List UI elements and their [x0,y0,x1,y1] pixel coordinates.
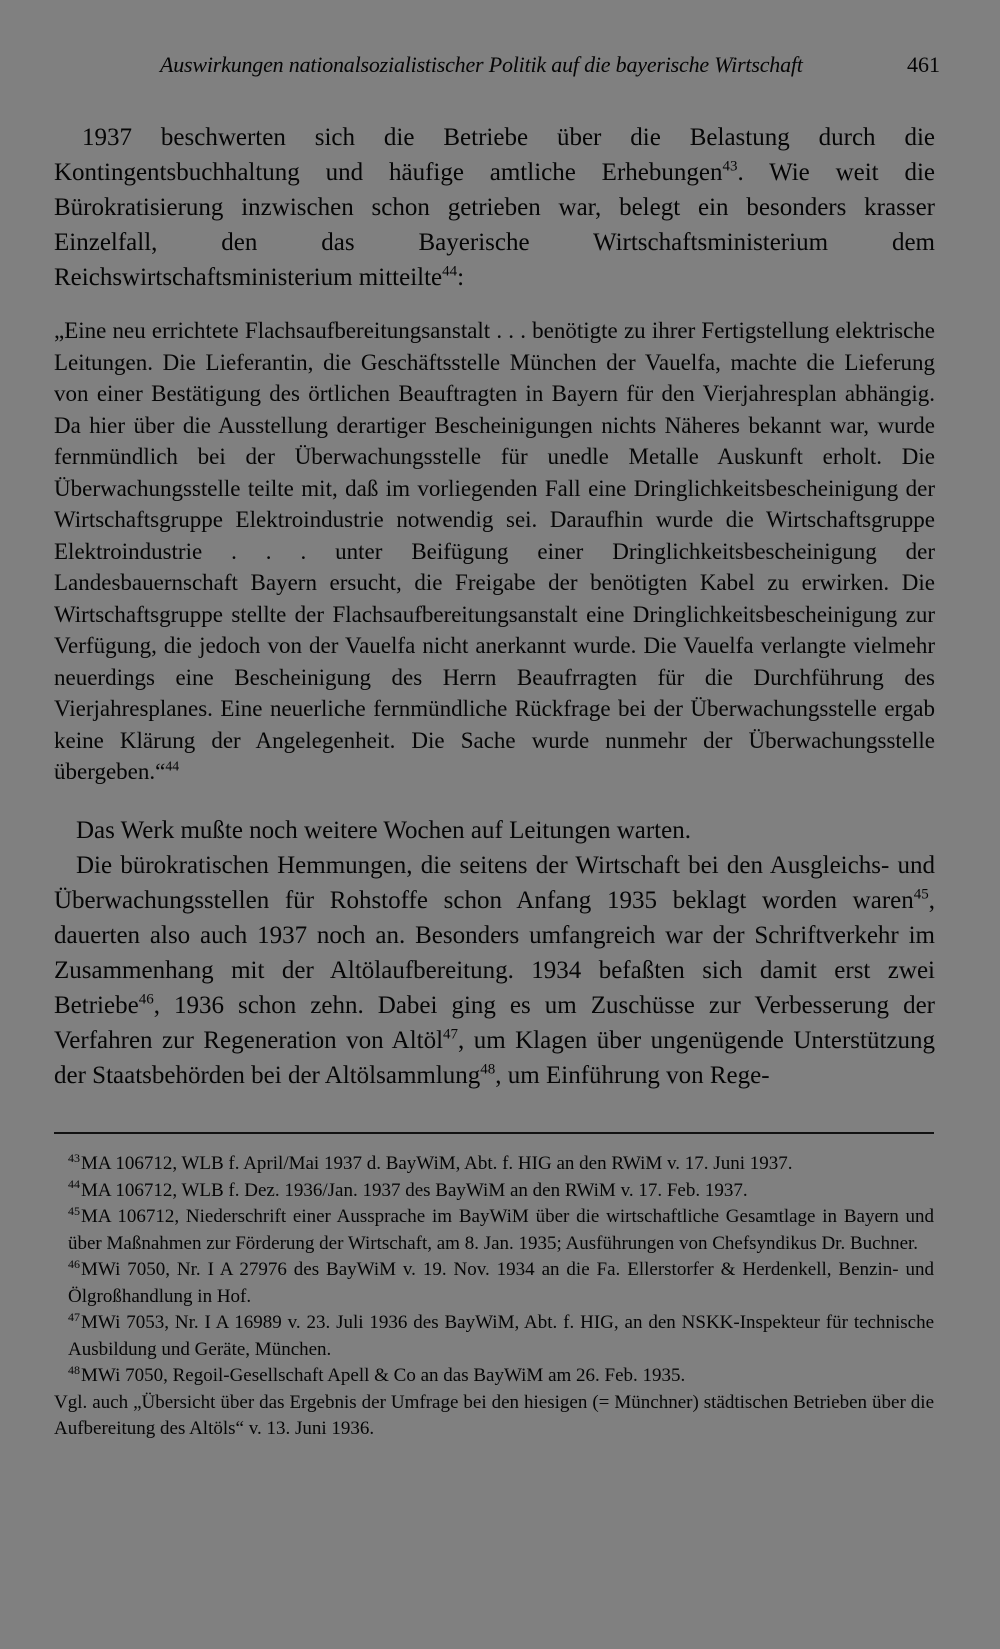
body-text [54,120,935,1093]
page-number: 461 [907,52,940,77]
footnote-ref: 45 [913,886,929,903]
footnote-number: 44 [68,1177,80,1192]
footnote-number: 48 [68,1362,80,1377]
footnote-ref: 48 [480,1061,496,1078]
footnote [54,1310,934,1363]
paragraph-werk: Das Werk mußte noch weitere Wochen auf Leitungen warten. [76,816,691,844]
paragraph-intro [54,120,935,295]
footnote-text: MA 106712, Niederschrift einer Aussprache im BayWiM über die wirtschaftliche Gesamtlage in Bayern und über Maßnahmen zur Förderung der Wirtschaft, am 8. Jan. 1935; Ausführungen von Chefsyndikus Dr. Buchner. [68,1206,934,1254]
footnote-divider [54,1132,934,1134]
text-segment: , um Einführung von Rege- [495,1061,770,1089]
footnote [54,1178,934,1205]
text-segment: : [457,264,465,291]
footnote-ref: 47 [443,1026,459,1043]
footnote-ref: 43 [722,158,738,175]
footnote-number: 43 [68,1150,80,1165]
footnote-text: MWi 7050, Regoil-Gesellschaft Apell & Co an das BayWiM am 26. Feb. 1935. [81,1365,686,1386]
page-header [160,52,940,82]
paragraph-hemmungen [54,848,935,1093]
footnote-ref: 44 [442,263,458,280]
text-segment: 1937 beschwerten sich die Betriebe über die Belastung durch die Kontingentsbuchhaltung und häufige amtliche Erhebungen [54,124,935,186]
footnote-ref: 46 [138,991,154,1008]
running-title: Auswirkungen nationalsozialistischer Politik auf die bayerische Wirtschaft [160,52,803,77]
footnote-continuation: Vgl. auch „Übersicht über das Ergebnis der Umfrage bei den hiesigen (= Münchner) städtischen Betrieben über die Aufbereitung des Altöls“ v. 13. Juni 1936. [54,1391,934,1439]
quote-text: „Eine neu errichtete Flachsaufbereitungsanstalt . . . benötigte zu ihrer Fertigstellung elektrische Leitungen. Die Lieferantin, die Geschäftsstelle München der Vauelfa, machte die Lieferung von einer Bestätigung des örtlichen Beauftragten in Bayern für den Vierjahresplan abhängig. Da hier über die Ausstellung derartiger Bescheinigungen nichts Näheres bekannt war, wurde fernmündlich bei der Überwachungsstelle für unedle Metalle Auskunft erholt. Die Überwachungsstelle teilte mit, daß im vorliegenden Fall eine Dringlichkeitsbescheinigung der Wirtschaftsgruppe Elektroindustrie notwendig sei. Daraufhin wurde die Wirtschaftsgruppe Elektroindustrie . . . unter Beifügung einer Dringlichkeitsbescheinigung der Landesbauernschaft Bayern ersucht, die Freigabe der benötigten Kabel zu erwirken. Die Wirtschaftsgruppe stellte der Flachsaufbereitungsanstalt eine Dringlichkeitsbescheinigung zur Verfügung, die jedoch von der Vauelfa nicht anerkannt wurde. Die Vauelfa verlangte vielmehr neuerdings eine Bescheinigung des Herrn Beaufrragten für die Durchführung des Vierjahresplanes. Eine neuerliche fernmündliche Rückfrage bei der Überwachungsstelle ergab keine Klärung der Angelegenheit. Die Sache wurde nunmehr der Überwachungsstelle übergeben.“ [54,318,935,784]
footnote-text: MA 106712, WLB f. Dez. 1936/Jan. 1937 des BayWiM an den RWiM v. 17. Feb. 1937. [81,1179,748,1201]
footnote [54,1257,934,1310]
footnotes [54,1151,934,1443]
footnote-ref: 44 [165,758,180,774]
footnote-number: 45 [68,1203,80,1218]
text-segment: , 1936 schon zehn. Dabei ging es um Zuschüsse zur Verbesserung der Verfahren zur Regeneration von Altöl [54,991,935,1054]
footnote-text: MA 106712, WLB f. April/Mai 1937 d. BayWiM, Abt. f. HIG an den RWiM v. 17. Juni 1937. [81,1153,793,1174]
footnote-number: 46 [68,1256,80,1271]
text-segment: Die bürokratischen Hemmungen, die seitens der Wirtschaft bei den Ausgleichs- und Überwachungsstellen für Rohstoffe schon Anfang 1935 beklagt worden waren [54,851,935,914]
footnote-number: 47 [68,1309,80,1324]
footnote-text: MWi 7053, Nr. I A 16989 v. 23. Juli 1936 des BayWiM, Abt. f. HIG, an den NSKK-Inspekteur für technische Ausbildung und Geräte, München. [68,1312,934,1360]
footnote [54,1151,934,1178]
footnote [54,1204,934,1257]
footnote [54,1363,934,1390]
text-segment: , dauerten also auch 1937 noch an. Besonders umfangreich war der Schriftverkehr im Zusammenhang mit der Altölaufbereitung. 1934 befaßten sich damit erst zwei Betriebe [54,886,935,1019]
text-segment: . Wie weit die Bürokratisierung inzwischen schon getrieben war, belegt ein besonders krasser Einzelfall, den das Bayerische Wirtschaftsministerium dem Reichswirtschaftsministerium mitteilte [54,159,935,291]
block-quote [54,315,935,788]
footnote-text: MWi 7050, Nr. I A 27976 des BayWiM v. 19. Nov. 1934 an die Fa. Ellerstorfer & Herdenkell, Benzin- und Ölgroßhandlung in Hof. [68,1259,934,1307]
text-segment: , um Klagen über ungenügende Unterstützung der Staatsbehörden bei der Altölsammlung [54,1026,935,1089]
